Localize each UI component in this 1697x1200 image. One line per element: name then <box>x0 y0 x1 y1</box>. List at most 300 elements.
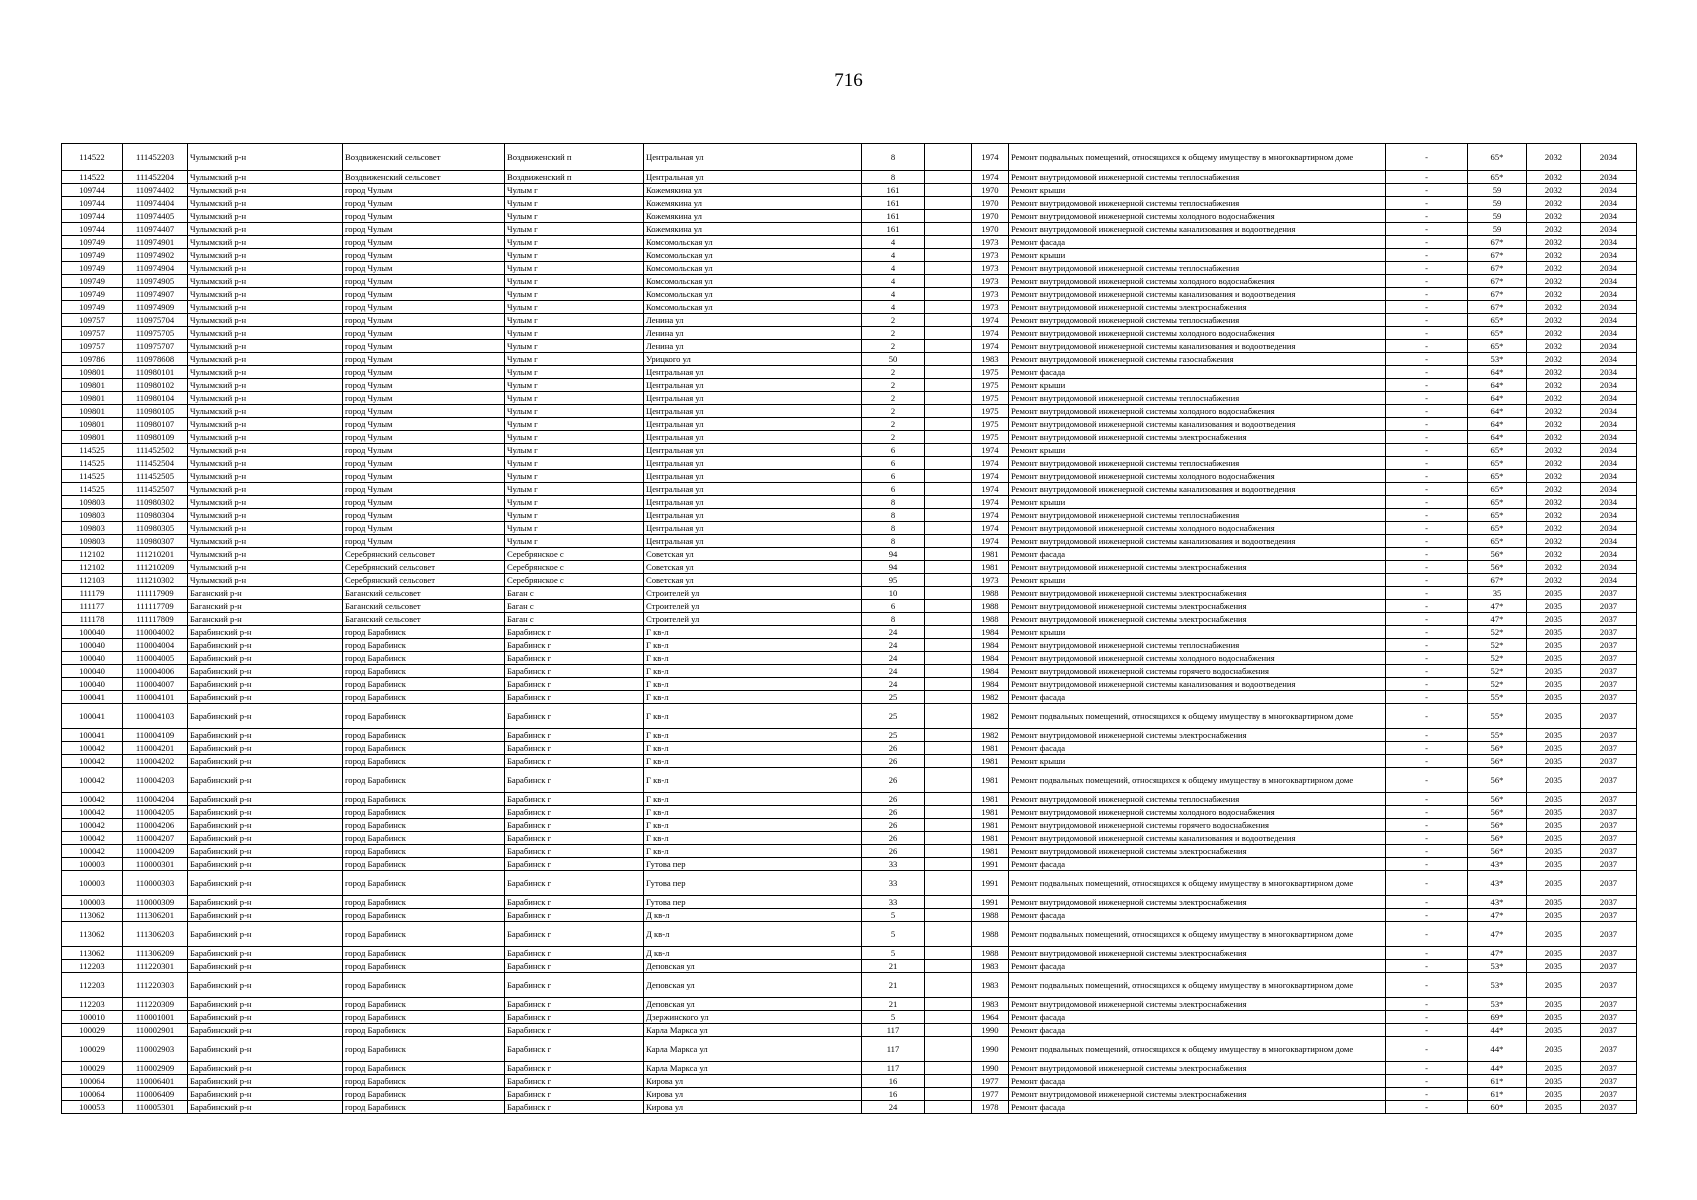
table-row <box>62 909 1637 922</box>
cell-wear-percent: 65* <box>1468 314 1527 327</box>
cell-house-number: 26 <box>862 768 925 793</box>
cell-building <box>925 1062 972 1075</box>
table-row <box>62 587 1637 600</box>
cell-house-number: 24 <box>862 652 925 665</box>
cell-work-id: 110004201 <box>123 742 188 755</box>
cell-wear-percent: 56* <box>1468 793 1527 806</box>
cell-house-id: 113062 <box>62 909 123 922</box>
cell-municipality: город Барабинск <box>343 998 505 1011</box>
cell-dash: - <box>1386 1037 1468 1062</box>
cell-start-year: 2032 <box>1527 483 1581 496</box>
cell-start-year: 2035 <box>1527 587 1581 600</box>
cell-municipality: город Барабинск <box>343 858 505 871</box>
cell-building <box>925 691 972 704</box>
cell-municipality: город Чулым <box>343 288 505 301</box>
cell-dash: - <box>1386 144 1468 171</box>
table-row <box>62 470 1637 483</box>
cell-dash: - <box>1386 613 1468 626</box>
cell-settlement: Чулым г <box>505 405 644 418</box>
cell-house-number: 2 <box>862 327 925 340</box>
table-row <box>62 223 1637 236</box>
cell-house-id: 100064 <box>62 1075 123 1088</box>
cell-work-type: Ремонт фасада <box>1009 1101 1386 1114</box>
cell-year-built: 1984 <box>972 678 1009 691</box>
cell-house-number: 4 <box>862 236 925 249</box>
cell-street: Гутова пер <box>644 896 862 909</box>
cell-work-id: 110980304 <box>123 509 188 522</box>
cell-start-year: 2035 <box>1527 665 1581 678</box>
cell-municipality: город Чулым <box>343 379 505 392</box>
cell-street: Центральная ул <box>644 144 862 171</box>
cell-district: Чулымский р-н <box>188 340 343 353</box>
cell-start-year: 2032 <box>1527 561 1581 574</box>
cell-year-built: 1988 <box>972 587 1009 600</box>
cell-house-id: 100041 <box>62 691 123 704</box>
cell-street: Центральная ул <box>644 405 862 418</box>
cell-wear-percent: 56* <box>1468 845 1527 858</box>
cell-dash: - <box>1386 223 1468 236</box>
cell-end-year: 2037 <box>1581 587 1637 600</box>
cell-dash: - <box>1386 665 1468 678</box>
cell-house-id: 112102 <box>62 548 123 561</box>
cell-house-id: 100040 <box>62 665 123 678</box>
cell-work-type: Ремонт внутридомовой инженерной системы теплоснабжения <box>1009 314 1386 327</box>
cell-district: Баганский р-н <box>188 613 343 626</box>
cell-house-number: 4 <box>862 262 925 275</box>
cell-house-number: 5 <box>862 1011 925 1024</box>
table-row <box>62 548 1637 561</box>
cell-dash: - <box>1386 845 1468 858</box>
cell-dash: - <box>1386 197 1468 210</box>
cell-settlement: Воздвиженский п <box>505 171 644 184</box>
cell-wear-percent: 52* <box>1468 678 1527 691</box>
cell-street: Кирова ул <box>644 1075 862 1088</box>
cell-wear-percent: 59 <box>1468 210 1527 223</box>
cell-end-year: 2037 <box>1581 768 1637 793</box>
table-row <box>62 652 1637 665</box>
cell-end-year: 2037 <box>1581 909 1637 922</box>
cell-wear-percent: 69* <box>1468 1011 1527 1024</box>
cell-start-year: 2032 <box>1527 171 1581 184</box>
cell-wear-percent: 65* <box>1468 509 1527 522</box>
cell-house-number: 6 <box>862 444 925 457</box>
cell-district: Чулымский р-н <box>188 548 343 561</box>
cell-house-id: 100040 <box>62 639 123 652</box>
cell-start-year: 2032 <box>1527 301 1581 314</box>
cell-municipality: город Чулым <box>343 262 505 275</box>
cell-house-number: 26 <box>862 806 925 819</box>
cell-work-id: 111220301 <box>123 960 188 973</box>
cell-dash: - <box>1386 535 1468 548</box>
cell-house-id: 100003 <box>62 858 123 871</box>
cell-house-number: 33 <box>862 871 925 896</box>
cell-building <box>925 678 972 691</box>
table-row <box>62 678 1637 691</box>
cell-end-year: 2034 <box>1581 236 1637 249</box>
cell-district: Чулымский р-н <box>188 210 343 223</box>
cell-house-id: 100064 <box>62 1088 123 1101</box>
cell-district: Чулымский р-н <box>188 379 343 392</box>
cell-end-year: 2034 <box>1581 379 1637 392</box>
cell-district: Чулымский р-н <box>188 483 343 496</box>
cell-wear-percent: 53* <box>1468 353 1527 366</box>
cell-dash: - <box>1386 729 1468 742</box>
cell-work-type: Ремонт внутридомовой инженерной системы электроснабжения <box>1009 729 1386 742</box>
cell-district: Барабинский р-н <box>188 960 343 973</box>
cell-district: Чулымский р-н <box>188 197 343 210</box>
cell-street: Г кв-л <box>644 704 862 729</box>
cell-district: Барабинский р-н <box>188 1024 343 1037</box>
cell-work-id: 110974907 <box>123 288 188 301</box>
cell-district: Барабинский р-н <box>188 768 343 793</box>
cell-building <box>925 353 972 366</box>
cell-dash: - <box>1386 819 1468 832</box>
cell-street: Центральная ул <box>644 522 862 535</box>
cell-house-number: 8 <box>862 522 925 535</box>
registry-body <box>62 144 1637 1114</box>
cell-dash: - <box>1386 444 1468 457</box>
cell-work-type: Ремонт внутридомовой инженерной системы канализования и водоотведения <box>1009 832 1386 845</box>
cell-dash: - <box>1386 379 1468 392</box>
cell-work-type: Ремонт внутридомовой инженерной системы теплоснабжения <box>1009 509 1386 522</box>
cell-work-id: 110980101 <box>123 366 188 379</box>
cell-work-type: Ремонт внутридомовой инженерной системы канализования и водоотведения <box>1009 483 1386 496</box>
cell-year-built: 1988 <box>972 947 1009 960</box>
cell-wear-percent: 67* <box>1468 288 1527 301</box>
cell-end-year: 2034 <box>1581 392 1637 405</box>
cell-building <box>925 845 972 858</box>
cell-year-built: 1974 <box>972 522 1009 535</box>
cell-year-built: 1970 <box>972 184 1009 197</box>
cell-house-number: 161 <box>862 184 925 197</box>
cell-end-year: 2037 <box>1581 858 1637 871</box>
cell-dash: - <box>1386 353 1468 366</box>
cell-end-year: 2037 <box>1581 973 1637 998</box>
cell-street: Советская ул <box>644 574 862 587</box>
table-row <box>62 793 1637 806</box>
cell-settlement: Чулым г <box>505 353 644 366</box>
cell-wear-percent: 56* <box>1468 768 1527 793</box>
cell-work-id: 110002901 <box>123 1024 188 1037</box>
cell-work-type: Ремонт внутридомовой инженерной системы электроснабжения <box>1009 561 1386 574</box>
cell-end-year: 2037 <box>1581 1088 1637 1101</box>
cell-house-id: 109749 <box>62 301 123 314</box>
cell-work-id: 110006409 <box>123 1088 188 1101</box>
cell-street: Центральная ул <box>644 418 862 431</box>
cell-end-year: 2037 <box>1581 729 1637 742</box>
cell-street: Советская ул <box>644 548 862 561</box>
cell-district: Барабинский р-н <box>188 793 343 806</box>
cell-house-number: 33 <box>862 858 925 871</box>
cell-work-id: 110980104 <box>123 392 188 405</box>
cell-year-built: 1975 <box>972 392 1009 405</box>
cell-year-built: 1975 <box>972 418 1009 431</box>
cell-district: Чулымский р-н <box>188 535 343 548</box>
table-row <box>62 262 1637 275</box>
cell-work-type: Ремонт внутридомовой инженерной системы канализования и водоотведения <box>1009 678 1386 691</box>
cell-start-year: 2032 <box>1527 379 1581 392</box>
cell-house-id: 109801 <box>62 405 123 418</box>
cell-settlement: Серебрянское с <box>505 561 644 574</box>
cell-street: Г кв-л <box>644 626 862 639</box>
cell-end-year: 2034 <box>1581 210 1637 223</box>
cell-municipality: Воздвиженский сельсовет <box>343 144 505 171</box>
cell-end-year: 2037 <box>1581 1024 1637 1037</box>
cell-work-type: Ремонт подвальных помещений, относящихся к общему имуществу в многоквартирном доме <box>1009 922 1386 947</box>
cell-work-type: Ремонт внутридомовой инженерной системы горячего водоснабжения <box>1009 819 1386 832</box>
table-row <box>62 832 1637 845</box>
cell-start-year: 2032 <box>1527 366 1581 379</box>
cell-municipality: город Чулым <box>343 431 505 444</box>
cell-district: Барабинский р-н <box>188 1101 343 1114</box>
cell-house-id: 109757 <box>62 314 123 327</box>
cell-building <box>925 535 972 548</box>
cell-street: Комсомольская ул <box>644 262 862 275</box>
cell-settlement: Барабинск г <box>505 896 644 909</box>
cell-work-id: 110004101 <box>123 691 188 704</box>
table-row <box>62 431 1637 444</box>
cell-wear-percent: 65* <box>1468 535 1527 548</box>
cell-year-built: 1990 <box>972 1062 1009 1075</box>
cell-wear-percent: 52* <box>1468 626 1527 639</box>
cell-dash: - <box>1386 171 1468 184</box>
cell-building <box>925 379 972 392</box>
cell-end-year: 2037 <box>1581 1037 1637 1062</box>
cell-street: Комсомольская ул <box>644 275 862 288</box>
cell-district: Барабинский р-н <box>188 678 343 691</box>
cell-year-built: 1973 <box>972 249 1009 262</box>
cell-settlement: Чулым г <box>505 184 644 197</box>
cell-house-number: 2 <box>862 418 925 431</box>
cell-house-id: 109801 <box>62 392 123 405</box>
cell-wear-percent: 59 <box>1468 223 1527 236</box>
cell-year-built: 1988 <box>972 922 1009 947</box>
cell-district: Чулымский р-н <box>188 496 343 509</box>
cell-settlement: Чулым г <box>505 509 644 522</box>
cell-house-number: 5 <box>862 922 925 947</box>
cell-house-id: 100042 <box>62 742 123 755</box>
cell-year-built: 1974 <box>972 314 1009 327</box>
cell-end-year: 2034 <box>1581 340 1637 353</box>
table-row <box>62 768 1637 793</box>
cell-year-built: 1988 <box>972 909 1009 922</box>
cell-settlement: Чулым г <box>505 535 644 548</box>
cell-work-id: 110004203 <box>123 768 188 793</box>
cell-work-id: 111306201 <box>123 909 188 922</box>
cell-district: Чулымский р-н <box>188 249 343 262</box>
cell-dash: - <box>1386 314 1468 327</box>
cell-work-type: Ремонт внутридомовой инженерной системы теплоснабжения <box>1009 197 1386 210</box>
cell-work-type: Ремонт внутридомовой инженерной системы холодного водоснабжения <box>1009 327 1386 340</box>
cell-house-id: 114525 <box>62 470 123 483</box>
cell-municipality: город Чулым <box>343 470 505 483</box>
table-row <box>62 353 1637 366</box>
cell-street: Дзержинского ул <box>644 1011 862 1024</box>
cell-district: Чулымский р-н <box>188 392 343 405</box>
cell-end-year: 2034 <box>1581 431 1637 444</box>
cell-end-year: 2034 <box>1581 262 1637 275</box>
cell-municipality: город Чулым <box>343 496 505 509</box>
cell-municipality: город Барабинск <box>343 691 505 704</box>
cell-street: Строителей ул <box>644 613 862 626</box>
cell-building <box>925 909 972 922</box>
cell-district: Чулымский р-н <box>188 236 343 249</box>
cell-building <box>925 470 972 483</box>
cell-start-year: 2035 <box>1527 832 1581 845</box>
cell-street: Г кв-л <box>644 845 862 858</box>
cell-work-type: Ремонт внутридомовой инженерной системы теплоснабжения <box>1009 793 1386 806</box>
cell-dash: - <box>1386 483 1468 496</box>
cell-municipality: город Чулым <box>343 483 505 496</box>
cell-municipality: город Барабинск <box>343 704 505 729</box>
cell-district: Барабинский р-н <box>188 755 343 768</box>
table-row <box>62 144 1637 171</box>
cell-building <box>925 301 972 314</box>
cell-end-year: 2034 <box>1581 444 1637 457</box>
cell-work-type: Ремонт фасада <box>1009 366 1386 379</box>
cell-work-type: Ремонт фасада <box>1009 858 1386 871</box>
cell-work-id: 110004103 <box>123 704 188 729</box>
cell-settlement: Барабинск г <box>505 819 644 832</box>
cell-work-type: Ремонт крыши <box>1009 574 1386 587</box>
cell-work-id: 111452203 <box>123 144 188 171</box>
cell-district: Барабинский р-н <box>188 845 343 858</box>
cell-house-number: 26 <box>862 793 925 806</box>
cell-year-built: 1974 <box>972 457 1009 470</box>
cell-settlement: Барабинск г <box>505 793 644 806</box>
cell-work-type: Ремонт фасада <box>1009 909 1386 922</box>
cell-settlement: Чулым г <box>505 496 644 509</box>
cell-dash: - <box>1386 496 1468 509</box>
cell-district: Барабинский р-н <box>188 998 343 1011</box>
cell-house-number: 10 <box>862 587 925 600</box>
cell-house-number: 2 <box>862 431 925 444</box>
cell-work-id: 110000301 <box>123 858 188 871</box>
cell-work-id: 110974905 <box>123 275 188 288</box>
cell-work-type: Ремонт внутридомовой инженерной системы теплоснабжения <box>1009 457 1386 470</box>
cell-end-year: 2037 <box>1581 1101 1637 1114</box>
cell-end-year: 2037 <box>1581 678 1637 691</box>
cell-municipality: город Чулым <box>343 301 505 314</box>
cell-settlement: Чулым г <box>505 444 644 457</box>
cell-settlement: Барабинск г <box>505 652 644 665</box>
cell-work-id: 110004007 <box>123 678 188 691</box>
cell-dash: - <box>1386 249 1468 262</box>
cell-street: Карла Маркса ул <box>644 1062 862 1075</box>
table-row <box>62 1024 1637 1037</box>
cell-house-number: 16 <box>862 1075 925 1088</box>
cell-house-id: 114525 <box>62 444 123 457</box>
cell-district: Чулымский р-н <box>188 405 343 418</box>
cell-settlement: Барабинск г <box>505 871 644 896</box>
table-row <box>62 1075 1637 1088</box>
cell-end-year: 2037 <box>1581 793 1637 806</box>
cell-settlement: Барабинск г <box>505 1101 644 1114</box>
cell-street: Г кв-л <box>644 652 862 665</box>
cell-work-id: 110004204 <box>123 793 188 806</box>
cell-end-year: 2034 <box>1581 353 1637 366</box>
cell-building <box>925 457 972 470</box>
cell-year-built: 1991 <box>972 858 1009 871</box>
cell-district: Барабинский р-н <box>188 806 343 819</box>
cell-house-id: 112203 <box>62 960 123 973</box>
cell-house-id: 109801 <box>62 418 123 431</box>
cell-street: Центральная ул <box>644 535 862 548</box>
table-row <box>62 275 1637 288</box>
cell-start-year: 2035 <box>1527 960 1581 973</box>
cell-house-id: 112102 <box>62 561 123 574</box>
cell-street: Центральная ул <box>644 457 862 470</box>
table-row <box>62 960 1637 973</box>
cell-year-built: 1990 <box>972 1024 1009 1037</box>
cell-settlement: Барабинск г <box>505 665 644 678</box>
cell-year-built: 1984 <box>972 639 1009 652</box>
cell-dash: - <box>1386 704 1468 729</box>
cell-house-number: 94 <box>862 561 925 574</box>
table-row <box>62 819 1637 832</box>
cell-street: Г кв-л <box>644 832 862 845</box>
cell-house-number: 6 <box>862 457 925 470</box>
cell-dash: - <box>1386 742 1468 755</box>
cell-house-id: 100040 <box>62 652 123 665</box>
cell-settlement: Воздвиженский п <box>505 144 644 171</box>
cell-year-built: 1974 <box>972 483 1009 496</box>
cell-district: Чулымский р-н <box>188 418 343 431</box>
table-row <box>62 327 1637 340</box>
cell-district: Баганский р-н <box>188 600 343 613</box>
cell-end-year: 2037 <box>1581 755 1637 768</box>
cell-wear-percent: 55* <box>1468 729 1527 742</box>
cell-year-built: 1975 <box>972 405 1009 418</box>
cell-house-id: 109786 <box>62 353 123 366</box>
cell-street: Кожемякина ул <box>644 184 862 197</box>
cell-street: Центральная ул <box>644 392 862 405</box>
cell-municipality: Серебрянский сельсовет <box>343 548 505 561</box>
cell-work-type: Ремонт внутридомовой инженерной системы канализования и водоотведения <box>1009 418 1386 431</box>
cell-wear-percent: 65* <box>1468 470 1527 483</box>
cell-street: Строителей ул <box>644 587 862 600</box>
cell-dash: - <box>1386 418 1468 431</box>
cell-street: Центральная ул <box>644 509 862 522</box>
cell-district: Чулымский р-н <box>188 561 343 574</box>
cell-settlement: Чулым г <box>505 236 644 249</box>
cell-building <box>925 431 972 444</box>
cell-start-year: 2035 <box>1527 742 1581 755</box>
cell-street: Центральная ул <box>644 470 862 483</box>
cell-district: Барабинский р-н <box>188 639 343 652</box>
table-row <box>62 457 1637 470</box>
cell-end-year: 2034 <box>1581 561 1637 574</box>
cell-work-id: 111117909 <box>123 587 188 600</box>
cell-work-type: Ремонт подвальных помещений, относящихся к общему имуществу в многоквартирном доме <box>1009 973 1386 998</box>
cell-end-year: 2037 <box>1581 922 1637 947</box>
cell-end-year: 2037 <box>1581 1075 1637 1088</box>
cell-house-number: 6 <box>862 483 925 496</box>
table-row <box>62 418 1637 431</box>
cell-house-number: 95 <box>862 574 925 587</box>
cell-building <box>925 522 972 535</box>
cell-work-id: 110975704 <box>123 314 188 327</box>
cell-wear-percent: 44* <box>1468 1037 1527 1062</box>
cell-work-id: 110974407 <box>123 223 188 236</box>
cell-house-number: 8 <box>862 509 925 522</box>
cell-house-id: 109744 <box>62 197 123 210</box>
cell-wear-percent: 67* <box>1468 301 1527 314</box>
cell-district: Чулымский р-н <box>188 522 343 535</box>
cell-start-year: 2035 <box>1527 652 1581 665</box>
cell-work-id: 110004202 <box>123 755 188 768</box>
cell-start-year: 2035 <box>1527 896 1581 909</box>
